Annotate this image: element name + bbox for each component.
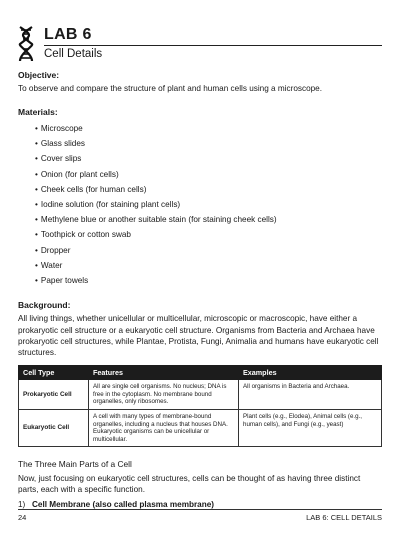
dna-icon xyxy=(18,26,34,62)
list-item: • Onion (for plant cells) xyxy=(35,167,382,182)
item-number: 1) xyxy=(18,500,26,510)
lab-title: LAB 6 xyxy=(44,26,92,43)
table-row xyxy=(19,409,382,446)
list-item: • Cover slips xyxy=(35,151,382,166)
lab-header xyxy=(18,24,382,64)
item-label: Cell Membrane (also called plasma membrane) xyxy=(32,500,215,510)
footer-divider xyxy=(18,509,382,510)
background-heading: Background: xyxy=(18,300,71,311)
page-footer xyxy=(18,509,382,522)
cell-type: Eukaryotic Cell xyxy=(19,409,89,446)
objective-text: To observe and compare the structure of plant and human cells using a microscope. xyxy=(18,84,323,94)
column-header-features: Features xyxy=(89,365,239,380)
column-header-cell-type: Cell Type xyxy=(19,365,89,380)
three-parts-text: Now, just focusing on eukaryotic cell structures, cells can be thought of as having three distinct parts, each with a specific function. xyxy=(18,473,361,494)
materials-list xyxy=(35,121,382,288)
cell-type: Prokaryotic Cell xyxy=(19,380,89,410)
list-item: • Microscope xyxy=(35,121,382,136)
background-text: All living things, whether unicellular or multicellular, microscopic or macroscopic, have either a prokaryotic cell structure or a eukaryotic cell structure. Organisms from Bacteria and Archaea have prokaryotic cell structures, while Plantae, Protista, Fungi, Animalia and humans have eukaryotic cell structures. xyxy=(18,314,379,358)
list-item: • Paper towels xyxy=(35,273,382,288)
list-item: • Iodine solution (for staining plant cells) xyxy=(35,197,382,212)
list-item: • Glass slides xyxy=(35,136,382,151)
lab-subtitle: Cell Details xyxy=(44,48,103,60)
table-header-row xyxy=(19,365,382,380)
page-number: 24 xyxy=(18,513,27,522)
list-item: • Methylene blue or another suitable stain (for staining cheek cells) xyxy=(35,212,382,227)
column-header-examples: Examples xyxy=(239,365,382,380)
header-divider xyxy=(44,45,382,46)
objective-heading: Objective: xyxy=(18,70,60,80)
cell-examples: All organisms in Bacteria and Archaea. xyxy=(239,380,382,410)
list-item: • Toothpick or cotton swab xyxy=(35,227,382,242)
cell-type-table xyxy=(18,365,382,448)
table-row xyxy=(19,380,382,410)
list-item: • Dropper xyxy=(35,243,382,258)
list-item: • Water xyxy=(35,258,382,273)
three-parts-heading: The Three Main Parts of a Cell xyxy=(18,459,132,470)
list-item: • Cheek cells (for human cells) xyxy=(35,182,382,197)
footer-label: LAB 6: CELL DETAILS xyxy=(306,513,382,522)
materials-heading: Materials: xyxy=(18,106,58,117)
main-content xyxy=(18,70,382,511)
cell-features: A cell with many types of membrane-bound organelles, including a nucleus that houses DNA. Eukaryotic organisms can be unicellular or multicellular. xyxy=(89,409,239,446)
cell-features: All are single cell organisms. No nucleus; DNA is free in the cytoplasm. No membrane bound organelles, only ribosomes. xyxy=(89,380,239,410)
cell-examples: Plant cells (e.g., Elodea), Animal cells (e.g., human cells), and Fungi (e.g., yeast) xyxy=(239,409,382,446)
